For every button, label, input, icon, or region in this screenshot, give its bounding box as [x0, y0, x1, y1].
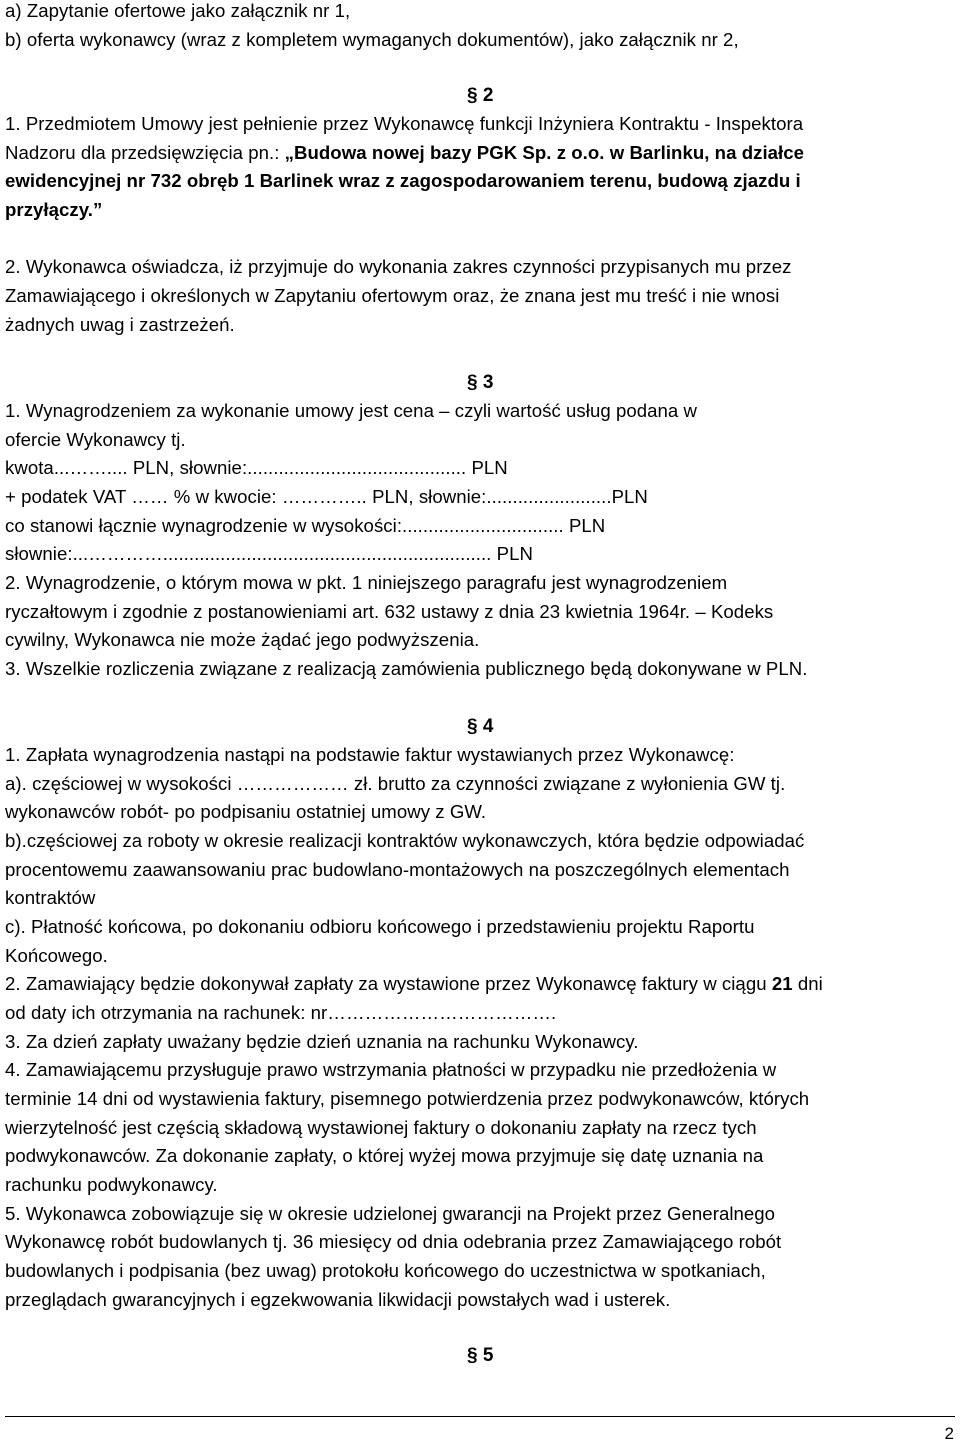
- s3-vat-line: + podatek VAT …… % w kwocie: ………….. PLN, słownie:........................PLN: [5, 486, 648, 507]
- s3-line9: cywilny, Wykonawca nie może żądać jego podwyższenia.: [5, 629, 480, 650]
- s4-line19: budowlanych i podpisania (bez uwag) protokołu końcowego do uczestnictwa w spotkaniach,: [5, 1260, 766, 1281]
- s2-p1-line2-plain: Nadzoru dla przedsięwzięcia pn.:: [5, 142, 285, 163]
- s3-line1: 1. Wynagrodzeniem za wykonanie umowy jest cena – czyli wartość usług podana w: [5, 400, 697, 421]
- s4-line6: kontraktów: [5, 887, 96, 908]
- s4-line2: a). częściowej w wysokości ……………… zł. brutto za czynności związane z wyłonienia GW tj.: [5, 773, 786, 794]
- s3-line10: 3. Wszelkie rozliczenia związane z realizacją zamówienia publicznego będą dokonywane w PLN.: [5, 658, 808, 679]
- s4-line10: od daty ich otrzymania na rachunek: nr……………………………….: [5, 1002, 557, 1023]
- s4-line16: rachunku podwykonawcy.: [5, 1174, 218, 1195]
- s4-line12: 4. Zamawiającemu przysługuje prawo wstrzymania płatności w przypadku nie przedłożenia w: [5, 1059, 777, 1080]
- s4-line9: [5, 973, 823, 995]
- s4-line9-suffix: dni: [792, 973, 823, 994]
- s4-line4: b).częściowej za roboty w okresie realizacji kontraktów wykonawczych, która będzie odpowiadać: [5, 830, 805, 851]
- section-3-heading: § 3: [467, 372, 494, 393]
- s4-line11: 3. Za dzień zapłaty uważany będzie dzień uznania na rachunku Wykonawcy.: [5, 1031, 639, 1052]
- s4-line3: wykonawców robót- po podpisaniu ostatniej umowy z GW.: [5, 801, 487, 822]
- s3-words-line: słownie:...…………............................................................... PLN: [5, 543, 533, 564]
- s4-line18: Wykonawcę robót budowlanych tj. 36 miesięcy od dnia odebrania przez Zamawiającego robót: [5, 1231, 782, 1252]
- s4-line17: 5. Wykonawca zobowiązuje się w okresie udzielonej gwarancji na Projekt przez Generalnego: [5, 1203, 776, 1224]
- s2-project-title: „Budowa nowej bazy PGK Sp. z o.o. w Barlinku, na działce: [284, 142, 805, 163]
- s4-line20: przeglądach gwarancyjnych i egzekwowania likwidacji powstałych wad i usterek.: [5, 1289, 671, 1310]
- s4-line5: procentowemu zaawansowaniu prac budowlano-montażowych na poszczególnych elementach: [5, 859, 790, 880]
- s3-line2: ofercie Wykonawcy tj.: [5, 429, 186, 450]
- s2-p2-line3: żadnych uwag i zastrzeżeń.: [5, 314, 235, 335]
- page-number: 2: [944, 1424, 954, 1443]
- intro-item-b: b) oferta wykonawcy (wraz z kompletem wymaganych dokumentów), jako załącznik nr 2,: [5, 29, 739, 50]
- s4-line1: 1. Zapłata wynagrodzenia nastąpi na podstawie faktur wystawianych przez Wykonawcę:: [5, 744, 735, 765]
- s4-line9-text: 2. Zamawiający będzie dokonywał zapłaty za wystawione przez Wykonawcę faktury w ciągu: [5, 973, 772, 994]
- intro-item-a: a) Zapytanie ofertowe jako załącznik nr 1,: [5, 0, 351, 21]
- s4-line13: terminie 14 dni od wystawienia faktury, pisemnego potwierdzenia przez podwykonawców, których: [5, 1088, 810, 1109]
- s2-p2-line2: Zamawiającego i określonych w Zapytaniu ofertowym oraz, że znana jest mu treść i nie wnosi: [5, 285, 780, 306]
- section-2-heading: § 2: [467, 85, 494, 106]
- s3-line8: ryczałtowym i zgodnie z postanowieniami art. 632 ustawy z dnia 23 kwietnia 1964r. – Kodeks: [5, 601, 774, 622]
- section-4-heading: § 4: [467, 716, 494, 737]
- s4-line8: Końcowego.: [5, 945, 108, 966]
- s2-p1-line3: ewidencyjnej nr 732 obręb 1 Barlinek wraz z zagospodarowaniem terenu, budową zjazdu i: [5, 170, 801, 191]
- s3-total-line: co stanowi łącznie wynagrodzenie w wysokości:............................... PLN: [5, 515, 606, 536]
- s4-line14: wierzytelność jest częścią składową wystawionej faktury o dokonaniu zapłaty na rzecz tych: [5, 1117, 757, 1138]
- footer-divider: [5, 1416, 955, 1417]
- section-5-heading: § 5: [467, 1345, 494, 1366]
- s4-payment-days: 21: [771, 973, 793, 994]
- s2-p1-line1: 1. Przedmiotem Umowy jest pełnienie przez Wykonawcę funkcji Inżyniera Kontraktu - Inspektora: [5, 113, 804, 134]
- s3-amount-line: kwota...…….... PLN, słownie:.......................................... PLN: [5, 457, 508, 478]
- s3-line7: 2. Wynagrodzenie, o którym mowa w pkt. 1 niniejszego paragrafu jest wynagrodzeniem: [5, 572, 728, 593]
- s2-p1-line2: [5, 142, 804, 164]
- s4-line7: c). Płatność końcowa, po dokonaniu odbioru końcowego i przedstawieniu projektu Raportu: [5, 916, 755, 937]
- s2-p1-line4: przyłączy.”: [5, 199, 103, 220]
- s2-p2-line1: 2. Wykonawca oświadcza, iż przyjmuje do wykonania zakres czynności przypisanych mu przez: [5, 256, 792, 277]
- s4-line15: podwykonawców. Za dokonanie zapłaty, o której wyżej mowa przyjmuje się datę uznania na: [5, 1145, 764, 1166]
